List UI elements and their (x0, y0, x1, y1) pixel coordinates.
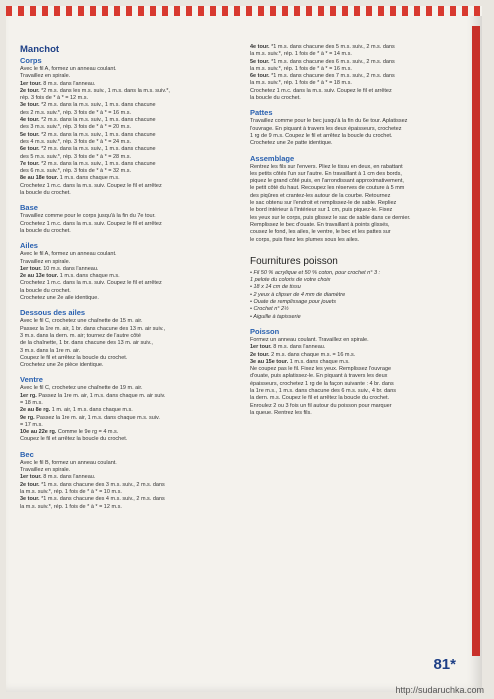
right-column (250, 44, 468, 423)
section-heading: Assemblage (250, 153, 295, 163)
text-line: 3 m.s. dans la dern. m. air; tournez de l'autre côté (20, 332, 141, 339)
text-line: épaisseurs, crochetez 1 rg de la façon suivante : 4 br. dans (250, 380, 394, 387)
text-line: 2e au 13e tour. 1 m.s. dans chaque m.s. (20, 273, 120, 280)
subsection-heading: Corps (20, 56, 42, 65)
text-line: 2e tour. 2 m.s. dans chaque m.s. = 16 m.s. (250, 351, 356, 358)
text-line: l'ouvrage. En piquant à travers les deux épaisseurs, crochetez (250, 125, 402, 132)
text-line: 5e tour. *2 m.s. dans la m.s. suiv., 1 m.s. dans chacune (20, 131, 156, 138)
section-dessous-des-ailes (20, 308, 230, 369)
text-line: 3e tour. *2 m.s. dans la m.s. suiv., 1 m.s. dans chacune (20, 102, 156, 109)
text-line: 2e tour. *1 m.s. dans chacune des 3 m.s. suiv., 2 m.s. dans (20, 481, 165, 488)
section-body (250, 337, 468, 417)
text-line: des 5 m.s. suiv.*, rép. 3 fois de * à * = 28 m.s. (20, 153, 132, 160)
text-line: = 17 m.s. (20, 421, 43, 428)
page-number: 81* (433, 656, 456, 673)
text-line: Avec le fil B, formez un anneau coulant. (20, 459, 117, 466)
text-line: des 4 m.s. suiv.*, rép. 3 fois de * à * = 24 m.s. (20, 138, 132, 145)
text-line: Crochetez une 2e pièce identique. (20, 362, 104, 369)
text-line: 9e rg. Passez la 1re m. air, 1 m.s. dans chaque m.s. suiv. (20, 414, 160, 421)
supplies-list (250, 270, 468, 321)
text-line: Crochetez 1 m.c. dans la m.s. suiv. Coupez le fil et arrêtez (20, 220, 162, 227)
text-line: la boucle du crochet. (20, 227, 71, 234)
text-line: Formez un anneau coulant. Travaillez en spirale. (250, 336, 369, 343)
watermark-url: http://sudaruchka.com (395, 685, 484, 695)
text-line: 2e au 8e rg. 1 m. air, 1 m.s. dans chaque m.s. (20, 407, 133, 414)
text-line: Avec le fil C, crochetez une chaînette de 19 m. air. (20, 385, 143, 392)
text-line: la m.s. suiv.*, rép. 1 fois de * à * = 14 m.s. (250, 51, 352, 58)
section-heading: Fournitures poisson (250, 255, 338, 267)
section-heading: Poisson (250, 326, 280, 336)
text-line: 3e tour. *1 m.s. dans chacune des 4 m.s. suiv., 2 m.s. dans (20, 496, 165, 503)
section-body (20, 213, 230, 235)
section-body (20, 460, 230, 511)
text-line: Crochetez une 2e patte identique. (250, 140, 333, 147)
section-assemblage (250, 154, 468, 244)
text-line: le petit côté du haut. Recoupez les réserves de couture à 5 mm (250, 185, 405, 192)
text-line: Enroulez 2 ou 3 fois un fil autour du poisson pour marquer (250, 402, 392, 409)
section-heading: Bec (20, 449, 34, 459)
section-body (250, 118, 468, 147)
section-body (250, 164, 468, 244)
section-heading: Base (20, 203, 38, 213)
section-poisson (250, 327, 468, 417)
text-line: Travaillez en spirale. (20, 467, 71, 474)
section-pattes (250, 108, 468, 147)
magazine-page (6, 6, 482, 692)
text-line: cousez le fond, les ailes, le ventre, le bec et les pattes sur (250, 229, 391, 236)
section-base (20, 203, 230, 235)
text-line: = 18 m.s. (20, 399, 43, 406)
text-line: Remplissez le bec d'ouate. En travaillant à points glissés, (250, 221, 390, 228)
left-column (20, 44, 230, 517)
text-line: Travaillez comme pour le corps jusqu'à la fin du 7e tour. (20, 213, 156, 220)
section-ventre (20, 375, 230, 443)
text-line: la m.s. suiv.*, rép. 1 fois de * à * = 10 m.s. (20, 488, 122, 495)
text-line: 1 rg de 9 m.s. Coupez le fil et arrêtez la boucle du crochet. (250, 132, 393, 139)
text-line: Travaillez en spirale. (20, 258, 71, 265)
text-line: les petits côtés l'un sur l'autre. En travaillant à 1 cm des bords, (250, 170, 402, 177)
text-line: • Ouate de remplissage pour jouets (250, 299, 337, 306)
text-line: Avec le fil A, formez un anneau coulant. (20, 66, 117, 72)
text-line: Rentrez les fils sur l'envers. Pliez le tissu en deux, en rabattant (250, 163, 403, 170)
text-line: Ne coupez pas le fil. Fixez les yeux. Remplissez l'ouvrage (250, 366, 392, 373)
section-body (250, 44, 468, 102)
text-line: 5e tour. *1 m.s. dans chacune des 6 m.s. suiv., 2 m.s. dans (250, 58, 395, 65)
text-line: des 2 m.s. suiv.*, rép. 3 fois de * à * = 16 m.s. (20, 109, 132, 116)
text-line: le corps, puis fixez les plumes sous les ailes. (250, 236, 360, 243)
text-line: la 1re m.s., 1 m.s. dans chacune des 6 m.s. suiv., 4 br. dans (250, 387, 397, 394)
text-line: la boucle du crochet. (250, 95, 301, 102)
section-body (20, 66, 230, 197)
text-line: la dern. m.s. Coupez le fil et arrêtez la boucle du crochet. (250, 395, 390, 402)
text-line: Travaillez en spirale. (20, 73, 71, 80)
text-line: 7e tour. *2 m.s. dans la m.s. suiv., 1 m.s. dans chacune (20, 160, 156, 167)
text-line: Passez la 1re m. air, 1 br. dans chacune des 13 m. air suiv., (20, 325, 166, 332)
text-line: 4e tour. *1 m.s. dans chacune des 5 m.s. suiv., 2 m.s. dans (250, 44, 395, 50)
section-heading: Pattes (250, 108, 273, 118)
section-heading: Manchot (20, 44, 60, 55)
section-body (20, 385, 230, 443)
text-line: Coupez le fil et arrêtez la boucle du crochet. (20, 436, 128, 443)
section-body (20, 318, 230, 369)
text-line: la queue. Rentrez les fils. (250, 409, 312, 416)
text-line: le bord intérieur à l'intérieur sur 1 cm, puis piquez-le. Fixez (250, 207, 393, 214)
text-line: piquez le grand côté puis, en l'arrondissant approximativement, (250, 178, 404, 185)
text-line: 8e au 18e tour. 1 m.s. dans chaque m.s. (20, 175, 120, 182)
right-edge-bar (472, 26, 480, 656)
section-bec-continued (250, 44, 468, 102)
text-line: 1er tour. 8 m.s. dans l'anneau. (20, 474, 96, 481)
text-line: d'ouate, puis aplatissez-le. En piquant à travers les deux (250, 373, 388, 380)
text-line: la m.s. suiv.*, rép. 1 fois de * à * = 16 m.s. (250, 65, 352, 72)
text-line: 1er tour. 10 m.s. dans l'anneau. (20, 265, 99, 272)
top-stripe-border (6, 6, 482, 16)
text-line: des piqûres et crantez-les autour de la courbe. Retournez (250, 192, 391, 199)
text-line: Crochetez une 2e aile identique. (20, 295, 99, 302)
text-line: • Crochet n° 2½ (250, 306, 289, 313)
section-manchot (20, 44, 230, 197)
text-line: des 6 m.s. suiv.*, rép. 3 fois de * à * = 32 m.s. (20, 168, 132, 175)
section-bec (20, 450, 230, 511)
text-line: 2e tour. *2 m.s. dans les m.s. suiv., 1 m.s. dans la m.s. suiv.*, (20, 87, 170, 94)
text-line: Avec le fil A, formez un anneau coulant. (20, 251, 117, 258)
text-line: rép. 3 fois de * à * = 12 m.s. (20, 95, 89, 102)
text-line: Crochetez 1 m.c. dans la m.s. suiv. Coupez le fil et arrêtez (20, 280, 162, 287)
text-line: les yeux sur le corps, puis glissez le sac de sable dans ce dernier. (250, 214, 411, 221)
text-line: 3 m.s. dans la 1re m. air. (20, 347, 81, 354)
text-line: • 2 yeux à clipser de 4 mm de diamètre (250, 291, 346, 298)
text-line: • Aiguille à tapisserie (250, 313, 301, 320)
section-ailes (20, 241, 230, 302)
text-line: la m.s. suiv.*, rép. 1 fois de * à * = 12 m.s. (20, 503, 122, 510)
text-line: Travaillez comme pour le bec jusqu'à la fin du 6e tour. Aplatissez (250, 118, 408, 125)
text-line: 1er tour. 8 m.s. dans l'anneau. (250, 344, 326, 351)
text-line: 1 pelote du coloris de votre choix (250, 277, 331, 284)
text-line: Avec le fil C, crochetez une chaînette de 15 m. air. (20, 318, 143, 325)
text-line: 3e au 15e tour. 1 m.s. dans chaque m.s. (250, 358, 350, 365)
text-line: Crochetez 1 m.c. dans la m.s. suiv. Coupez le fil et arrêtez (20, 182, 162, 189)
section-body (20, 251, 230, 302)
text-line: la boucle du crochet. (20, 190, 71, 197)
text-line: 1er rg. Passez la 1re m. air, 1 m.s. dans chaque m. air suiv. (20, 392, 166, 399)
text-line: 6e tour. *2 m.s. dans la m.s. suiv., 1 m.s. dans chacune (20, 146, 156, 153)
text-line: le sac obtenu sur l'endroit et remplissez-le de sable. Repliez (250, 200, 397, 207)
section-heading: Ailes (20, 241, 38, 251)
text-line: 4e tour. *2 m.s. dans la m.s. suiv., 1 m.s. dans chacune (20, 117, 156, 124)
text-line: 10e au 22e rg. Comme le 9e rg = 4 m.s. (20, 429, 119, 436)
text-line: 1er tour. 8 m.s. dans l'anneau. (20, 80, 96, 87)
text-line: la m.s. suiv.*, rép. 1 fois de * à * = 18 m.s. (250, 80, 352, 87)
text-line: 6e tour. *1 m.s. dans chacune des 7 m.s. suiv., 2 m.s. dans (250, 73, 395, 80)
section-heading: Ventre (20, 375, 43, 385)
text-line: Crochetez 1 m.c. dans la m.s. suiv. Coupez le fil et arrêtez (250, 87, 392, 94)
section-heading: Dessous des ailes (20, 308, 86, 318)
text-line: de la chaînette, 1 br. dans chacune des 13 m. air suiv., (20, 340, 153, 347)
text-line: • 18 x 14 cm de tissu (250, 284, 301, 291)
text-line: Coupez le fil et arrêtez la boucle du crochet. (20, 354, 128, 361)
section-fournitures-poisson (250, 256, 468, 321)
text-line: des 3 m.s. suiv.*, rép. 3 fois de * à * = 20 m.s. (20, 124, 132, 131)
text-line: • Fil 50 % acrylique et 50 % coton, pour crochet n° 3 : (250, 269, 381, 276)
text-line: la boucle du crochet. (20, 287, 71, 294)
